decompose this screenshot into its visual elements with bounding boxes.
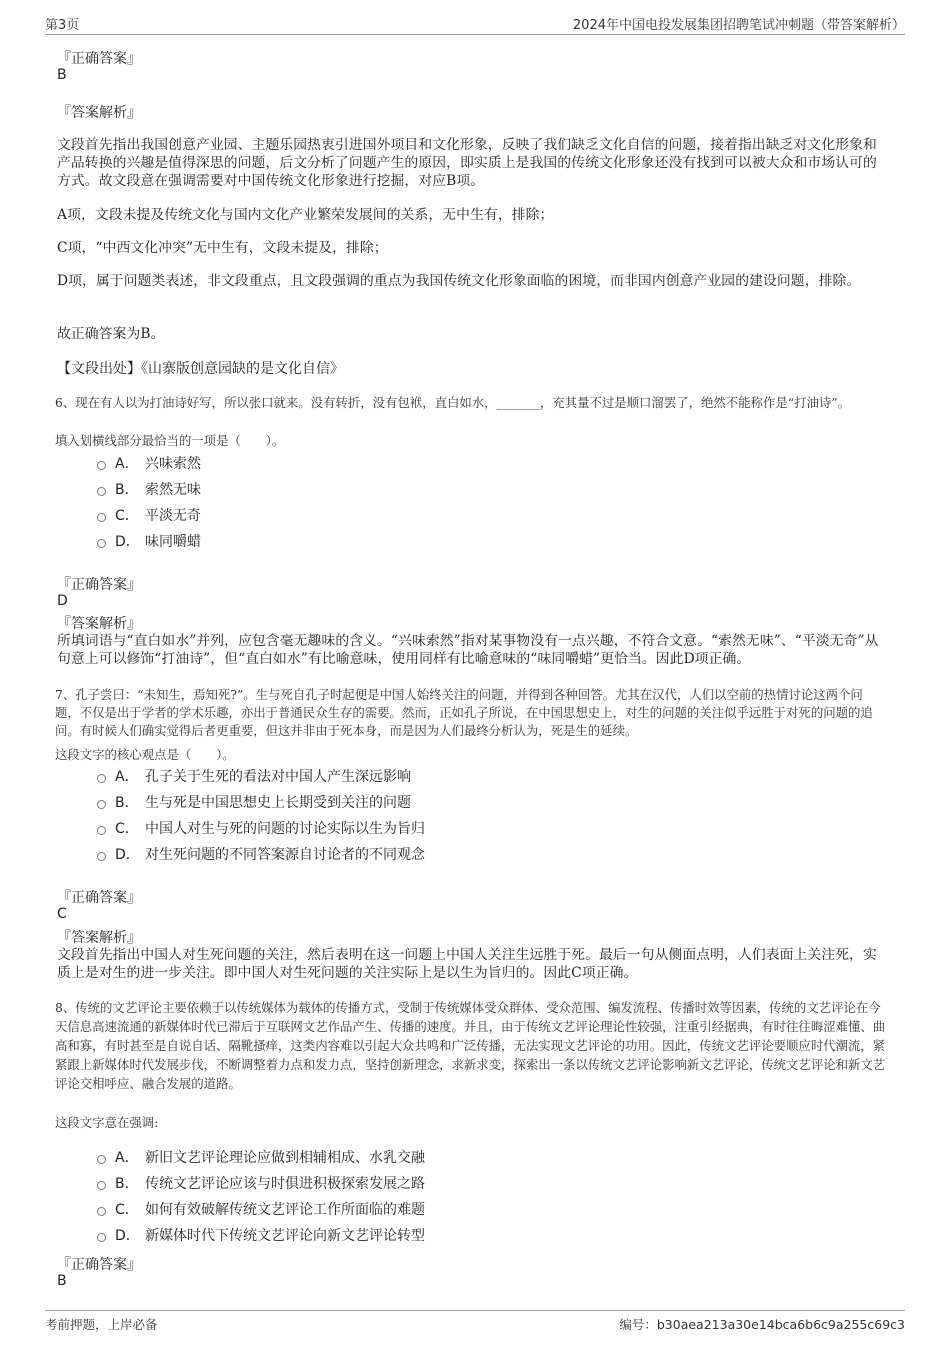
analysis-paragraph: A项，文段未提及传统文化与国内文化产业繁荣发展间的关系，无中生有，排除； (57, 207, 554, 223)
question-8-prompt: 这段文字意在强调: (55, 1115, 159, 1130)
analysis-paragraph: 故正确答案为B。 (57, 326, 165, 342)
option-d[interactable]: D． 味同嚼蜡 (97, 531, 201, 553)
footer-slogan: 考前押题，上岸必备 (45, 1317, 158, 1332)
radio-icon[interactable] (97, 1207, 106, 1216)
radio-icon[interactable] (97, 513, 106, 522)
option-b[interactable]: B． 生与死是中国思想史上长期受到关注的问题 (97, 792, 411, 814)
radio-icon[interactable] (97, 1155, 106, 1164)
option-a[interactable]: A． 孔子关于生死的看法对中国人产生深远影响 (97, 766, 411, 788)
answer-label: 『正确答案』 (57, 51, 141, 67)
analysis-paragraph: 文段首先指出中国人对生死问题的关注，然后表明在这一问题上中国人关注生远胜于死。最后一句从侧面点明，人们表面上关注死，实质上是对生的进一步关注。即中国人对生死问题的关注实际上是以生为旨归的。因此C项正确。 (57, 947, 877, 981)
radio-icon[interactable] (97, 487, 106, 496)
analysis-label: 『答案解析』 (57, 930, 141, 946)
option-c[interactable]: C． 如何有效破解传统文艺评论工作所面临的难题 (97, 1199, 425, 1221)
radio-icon[interactable] (97, 852, 106, 861)
radio-icon[interactable] (97, 461, 106, 470)
document-id: 编号：b30aea213a30e14bca6b6c9a255c69c3 (619, 1317, 905, 1332)
option-a[interactable]: A． 兴味索然 (97, 453, 201, 475)
analysis-paragraph: 文段首先指出我国创意产业园、主题乐园热衷引进国外项目和文化形象，反映了我们缺乏文化自信的问题，接着指出缺乏对文化形象和产品转换的兴趣是值得深思的问题，后文分析了问题产生的原因，即实质上是我国的传统文化形象还没有找到可以被大众和市场认可的方式。故文段意在强调需要对中国传统文化形象进行挖掘，对应B项。 (57, 137, 877, 189)
option-b[interactable]: B． 索然无味 (97, 479, 201, 501)
analysis-paragraph: 所填词语与“直白如水”并列，应包含毫无趣味的含义。“兴味索然”指对某事物没有一点兴趣，不符合文意。“索然无味”、“平淡无奇”从句意上可以修饰“打油诗”，但“直白如水”有比喻意味，使用同样有比喻意味的“味同嚼蜡”更恰当。因此D项正确。 (57, 633, 879, 667)
source-citation: 【文段出处】《山寨版创意园缺的是文化自信》 (57, 361, 344, 377)
question-6-text: 6、现在有人以为打油诗好写，所以张口就来。没有转折，没有包袱，直白如水，_______，充其量不过是顺口溜罢了，绝然不能称作是“打油诗”。 (55, 395, 850, 410)
option-c[interactable]: C． 中国人对生与死的问题的讨论实际以生为旨归 (97, 818, 425, 840)
question-6-prompt: 填入划横线部分最恰当的一项是（ ）。 (55, 433, 285, 448)
analysis-label: 『答案解析』 (57, 616, 141, 632)
document-title: 2024年中国电投发展集团招聘笔试冲刺题（带答案解析） (572, 18, 905, 33)
radio-icon[interactable] (97, 1233, 106, 1242)
answer-value: D (57, 593, 68, 609)
option-d[interactable]: D． 对生死问题的不同答案源自讨论者的不同观念 (97, 844, 425, 866)
answer-label: 『正确答案』 (57, 1257, 141, 1273)
radio-icon[interactable] (97, 774, 106, 783)
page-number: 第3页 (45, 18, 80, 33)
option-d[interactable]: D． 新媒体时代下传统文艺评论向新文艺评论转型 (97, 1225, 425, 1247)
question-7-text: 7、孔子尝曰：“未知生，焉知死?”。生与死自孔子时起便是中国人始终关注的问题，并得到各种回答。尤其在汉代，人们以空前的热情讨论这两个问题，不仅是出于学者的学术乐趣，亦出于普通民众生存的需要。然而，正如孔子所说，在中国思想史上，对生的问题的关注似乎远胜于对死的问题的追问。有时候人们确实觉得后者更重要，但这并非由于死本身，而是因为人们最终分析认为，死是生的延续。 (55, 687, 873, 738)
analysis-paragraph: D项，属于问题类表述，非文段重点，且文段强调的重点为我国传统文化形象面临的困境，而非国内创意产业园的建设问题，排除。 (57, 273, 861, 289)
answer-value: B (57, 1273, 67, 1289)
analysis-label: 『答案解析』 (57, 105, 141, 121)
analysis-paragraph: C项，“中西文化冲突”无中生有，文段未提及，排除； (57, 240, 388, 256)
answer-label: 『正确答案』 (57, 577, 141, 593)
question-8-text: 8、传统的文艺评论主要依赖于以传统媒体为载体的传播方式，受制于传统媒体受众群体、受众范围、编发流程、传播时效等因素，传统的文艺评论在今天信息高速流通的新媒体时代已滞后于互联网文艺作品产生、传播的速度。并且，由于传统文艺评论理论性较强，注重引经据典，有时往往晦涩难懂、曲高和寡，有时甚至是自说自话、隔靴搔痒，这类内容难以引起大众共鸣和广泛传播，无法实现文艺评论的功用。因此，传统文艺评论要顺应时代潮流，紧紧跟上新媒体时代发展步伐，不断调整着力点和发力点，坚持创新理念，求新求变，探索出一条以传统文艺评论影响新文艺评论，传统文艺评论和新文艺评论交相呼应、融合发展的道路。 (55, 1000, 886, 1091)
answer-value: C (57, 906, 67, 922)
radio-icon[interactable] (97, 800, 106, 809)
page-header (45, 12, 905, 35)
option-c[interactable]: C． 平淡无奇 (97, 505, 201, 527)
answer-label: 『正确答案』 (57, 890, 141, 906)
radio-icon[interactable] (97, 539, 106, 548)
option-a[interactable]: A． 新旧文艺评论理论应做到相辅相成、水乳交融 (97, 1147, 425, 1169)
answer-value: B (57, 67, 67, 83)
page-footer (45, 1310, 905, 1335)
radio-icon[interactable] (97, 826, 106, 835)
radio-icon[interactable] (97, 1181, 106, 1190)
option-b[interactable]: B． 传统文艺评论应该与时俱进积极探索发展之路 (97, 1173, 425, 1195)
question-7-prompt: 这段文字的核心观点是（ ）。 (55, 747, 235, 762)
